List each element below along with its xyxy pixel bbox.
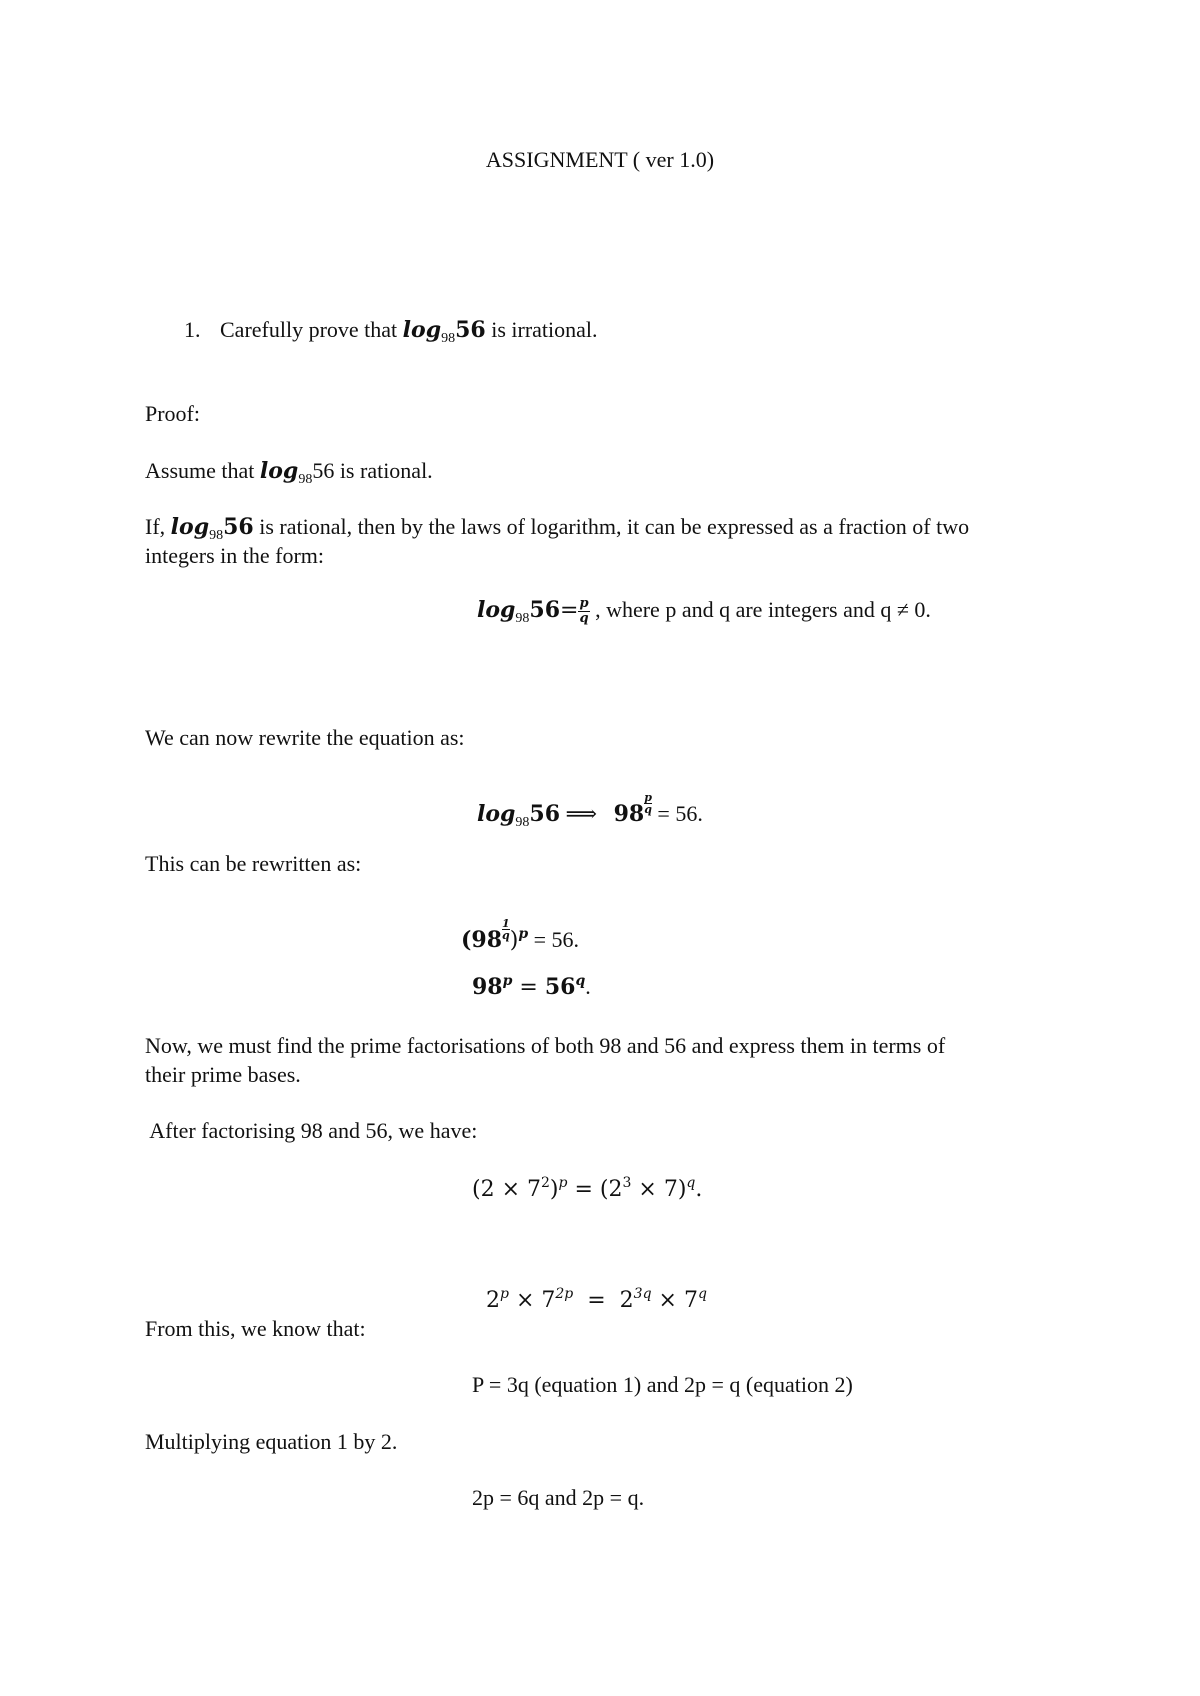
rewrite-label: We can now rewrite the equation as: xyxy=(145,725,465,750)
factor-line-2: their prime bases. xyxy=(145,1062,301,1087)
equation-8: 2p = 6q and 2p = q. xyxy=(472,1485,645,1510)
question-number: 1. xyxy=(184,317,201,342)
log-base: 98 xyxy=(515,611,530,626)
eq5-exp-b: p xyxy=(558,1175,568,1191)
eq5-part-c: = (2 xyxy=(567,1177,623,1202)
equals-sign: = xyxy=(560,598,579,623)
exponent-numerator: 1 xyxy=(502,917,510,930)
implies-arrow: ⟹ xyxy=(565,802,598,827)
question-1 xyxy=(184,316,598,348)
eq5-exp-c: 3 xyxy=(622,1175,632,1191)
exponent-denominator: q xyxy=(502,929,510,942)
equation-1-text: , where p and q are integers and q ≠ 0. xyxy=(589,597,931,622)
after-label: After factorising 98 and 56, we have: xyxy=(145,1118,478,1143)
eq6-exp-c: 3q xyxy=(633,1285,652,1302)
log-argument: 56 xyxy=(223,514,254,540)
log-argument: 56 xyxy=(529,597,561,623)
log-symbol: log xyxy=(170,514,210,540)
eq5-part-b: ) xyxy=(549,1177,559,1202)
eq5-exp-d: q xyxy=(686,1175,696,1191)
log-base: 98 xyxy=(209,528,224,543)
log-symbol: log xyxy=(402,317,442,343)
eq6-part-b: × 7 xyxy=(508,1287,556,1313)
exponent-numerator: p xyxy=(644,791,652,804)
assume-pre: Assume that xyxy=(145,458,260,483)
base-98: 98 xyxy=(613,801,645,827)
equation-3 xyxy=(461,918,579,955)
log-base: 98 xyxy=(515,815,530,830)
eq6-exp-b: 2p xyxy=(555,1285,574,1302)
fraction-p-over-q xyxy=(578,597,589,626)
log-symbol: log xyxy=(477,597,516,623)
eq5-part-d: × 7) xyxy=(631,1177,687,1202)
equation-4 xyxy=(472,973,591,1002)
equation-3-text: = 56. xyxy=(528,927,580,952)
eq6-part-c: = 2 xyxy=(573,1287,634,1313)
exponent-denominator: q xyxy=(644,803,652,816)
assume-post: is rational. xyxy=(334,458,433,483)
eq5-exp-a: 2 xyxy=(541,1175,550,1191)
eq5-post: . xyxy=(695,1177,703,1202)
page-title: ASSIGNMENT ( ver 1.0) xyxy=(485,147,715,172)
log-argument: 56 xyxy=(529,801,561,827)
eq6-exp-a: p xyxy=(500,1285,509,1302)
assume-line xyxy=(145,457,433,489)
exponent-p: p xyxy=(518,926,529,942)
if-pre: If, xyxy=(145,514,171,539)
exponent-fraction xyxy=(502,918,510,941)
equation-4-text: . xyxy=(585,974,591,999)
exponent-q: q xyxy=(575,973,586,989)
open-98: (98 xyxy=(461,927,503,953)
factor-line-1: Now, we must find the prime factorisations of both 98 and 56 and express them in terms of xyxy=(145,1033,946,1058)
exponent-p: p xyxy=(502,973,513,989)
rewritten-label: This can be rewritten as: xyxy=(145,851,362,876)
log-base: 98 xyxy=(298,472,313,487)
equation-1 xyxy=(477,596,931,628)
fraction-numerator: p xyxy=(579,596,589,612)
if-line xyxy=(145,513,969,545)
exponent-fraction xyxy=(644,792,652,815)
multiply-label: Multiplying equation 1 by 2. xyxy=(145,1429,398,1454)
eq6-part-a: 2 xyxy=(486,1287,500,1313)
proof-label: Proof: xyxy=(145,401,200,426)
equation-7: P = 3q (equation 1) and 2p = q (equation 2) xyxy=(472,1372,853,1397)
equation-5 xyxy=(472,1175,702,1204)
log-symbol: log xyxy=(259,458,299,484)
close-paren: ) xyxy=(509,928,519,953)
eq6-part-d: × 7 xyxy=(651,1287,698,1313)
if-post: is rational, then by the laws of logarithm, it can be expressed as a fraction of two xyxy=(253,514,970,539)
equals-sign: = xyxy=(512,975,545,1000)
eq5-part-a: (2 × 7 xyxy=(472,1177,541,1202)
question-text-pre: Carefully prove that xyxy=(220,317,403,342)
base-98: 98 xyxy=(472,974,503,1000)
log-argument: 56 xyxy=(455,317,486,343)
fraction-denominator: q xyxy=(579,611,589,627)
equation-6 xyxy=(472,1258,707,1314)
log-base: 98 xyxy=(441,331,456,346)
if-line-2: integers in the form: xyxy=(145,543,325,568)
know-label: From this, we know that: xyxy=(145,1316,366,1341)
equation-2-text: = 56. xyxy=(651,801,703,826)
question-text-post: is irrational. xyxy=(485,317,598,342)
eq6-exp-d: q xyxy=(697,1285,707,1302)
equation-2 xyxy=(477,792,703,832)
log-symbol: log xyxy=(477,801,516,827)
base-56: 56 xyxy=(544,974,576,1000)
log-argument: 56 xyxy=(312,458,335,483)
